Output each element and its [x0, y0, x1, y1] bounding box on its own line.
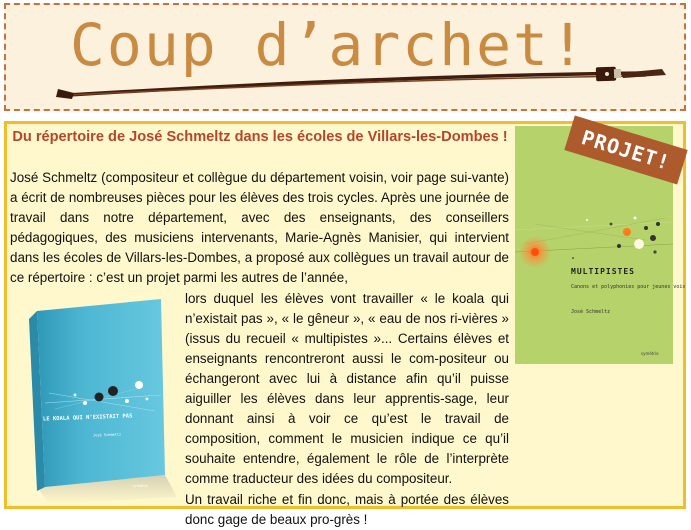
violin-bow-icon	[6, 5, 686, 109]
cover-right-title: MULTIPISTES	[571, 267, 635, 276]
paragraph-intro: José Schmeltz (compositeur et collègue du département voisin, voir page sui-vante) a écrit de nombreuses pièces pour les élèves des trois cycles. Après une journée de travail dans notre département, avec des enseignants, des conseillers pédagogiques, des musiciens intervenants, Marie-Agnès Manisier, qui intervient dans les écoles de Villars-les-Dombes, a proposé aux collègues un travail autour de ce répertoire : c’est un projet parmi les autres de l’année,	[10, 170, 509, 286]
cover-right-publisher: symétrie	[641, 351, 659, 356]
article-panel	[4, 121, 686, 527]
article-headline: Du répertoire de José Schmeltz dans les écoles de Villars-les-Dombes !	[12, 129, 508, 145]
paragraph-conclusion: Un travail riche et fin donc, mais à portée des élèves donc gage de beaux pro-grès !	[185, 491, 509, 527]
cover-left-title: LE KOALA QUI N’EXISTAIT PAS	[42, 413, 133, 423]
koala-book-cover	[15, 291, 179, 504]
banner-title: Coup d’archet!	[70, 11, 587, 79]
cover-left-author: José Schmeltz	[92, 432, 122, 438]
projet-stamp: PROJET!	[564, 116, 687, 185]
header-banner	[4, 3, 686, 111]
cover-right-author: José Schmeltz	[571, 309, 611, 315]
paragraph-intro-continued: lors duquel les élèves vont travailler « le koala qui n’existait pas », « le gêneur », « eau de nos ri-vières » (issus du recueil « multipistes »... Certains élèves et enseignants rencontreront aussi le com-positeur ou échangeront avec lui à distance afin qu’il puisse aiguiller les élèves dans leur apprentis-sage, leur donnant ainsi à voir ce qu’est le travail de composition, comment le musicien indique ce qu’il souhaite entendre, également le rôle de l’interprète comme traducteur des idées du compositeur.	[185, 290, 509, 487]
cover-left-publisher: symétrie	[133, 484, 148, 488]
book-3d-artwork-icon	[15, 291, 179, 504]
cover-right-subtitle: Canons et polyphonies pour jeunes voix	[571, 284, 686, 290]
